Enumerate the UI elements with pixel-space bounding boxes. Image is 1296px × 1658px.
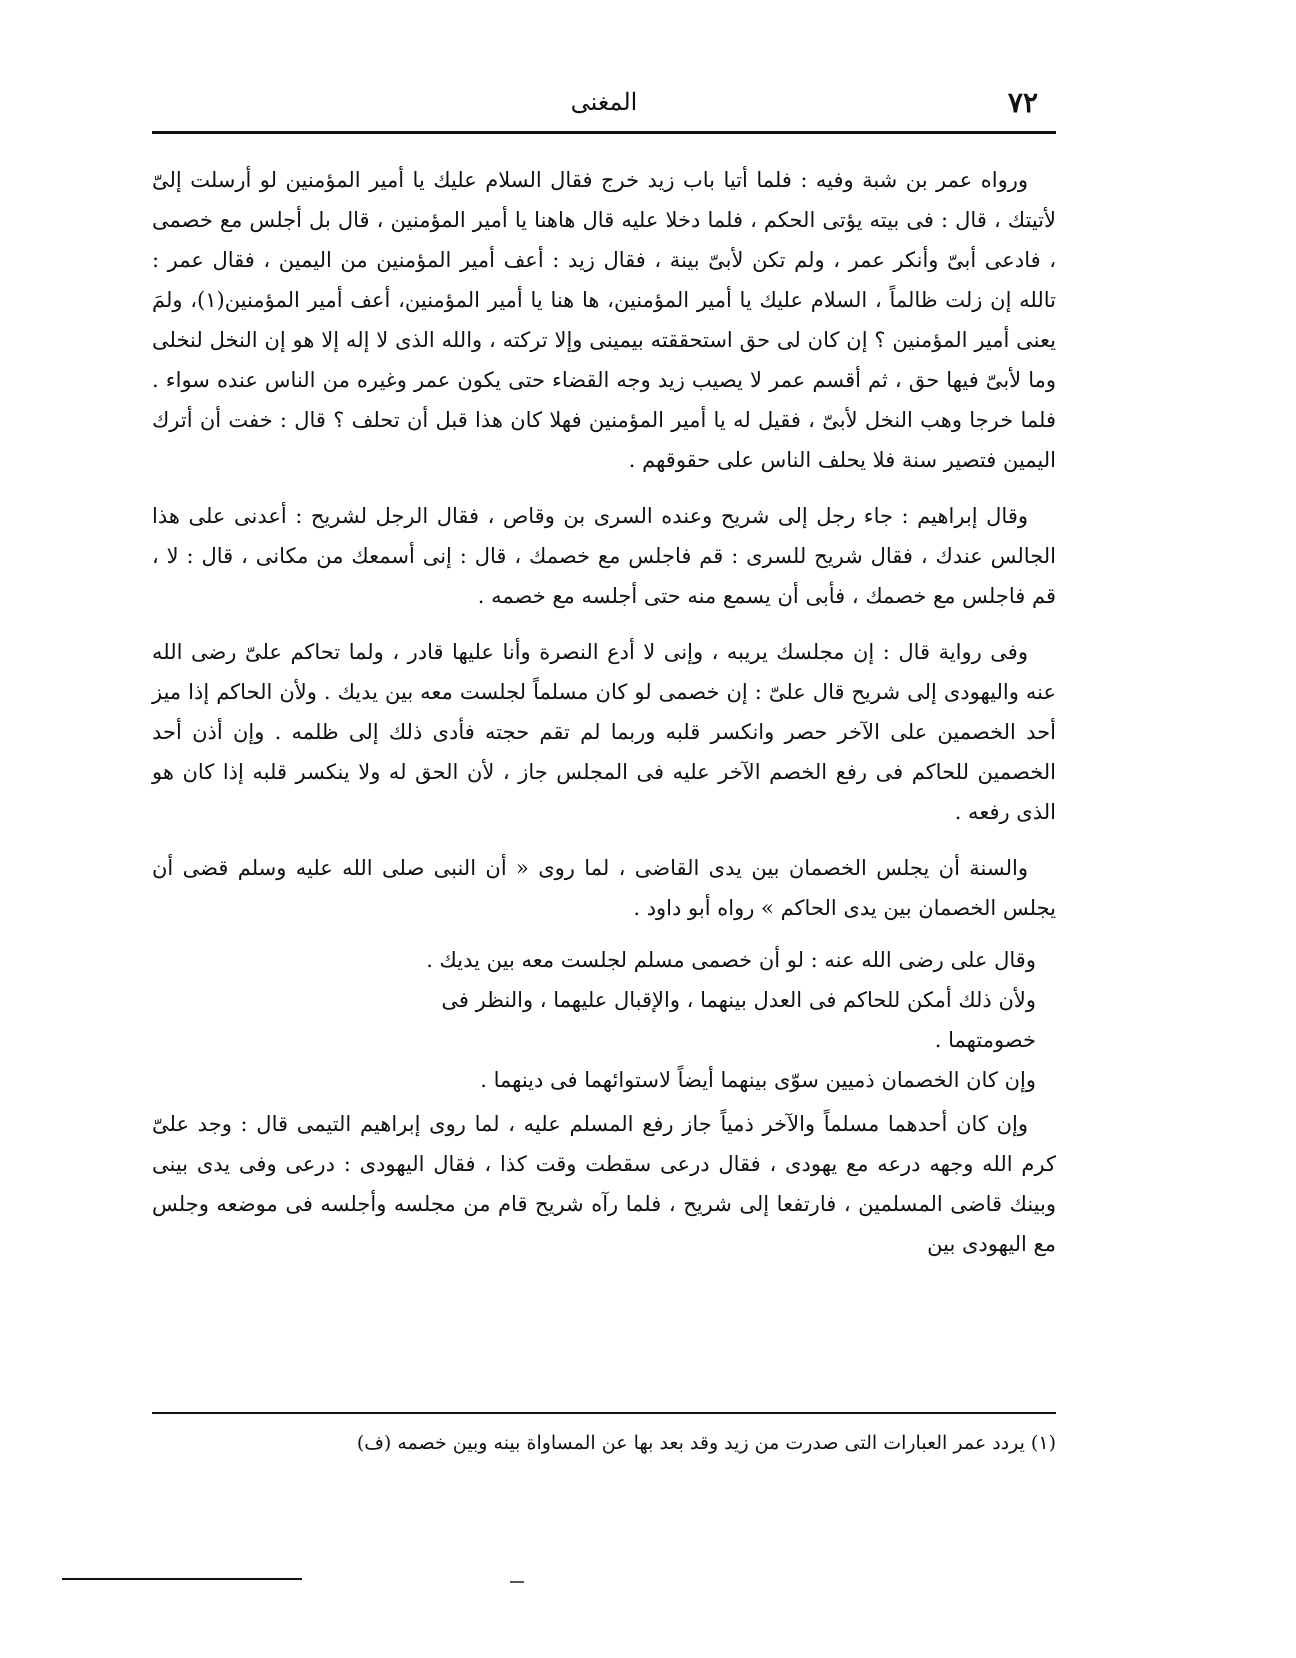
quote-line: ولأن ذلك أمكن للحاكم فى العدل بينهما ، والإقبال عليهما ، والنظر فى خصومتهما .	[441, 988, 1036, 1052]
paragraph: وفى رواية قال : إن مجلسك يريبه ، وإنى لا أدع النصرة وأنا عليها قادر ، ولما تحاكم علىّ رضى الله عنه واليهودى إلى شريح قال علىّ : إن خصمى لو كان مسلماً لجلست معه بين يديك . ولأن الحاكم إذا ميز أحد الخصمين على الآخر حصر وانكسر قلبه وربما لم تقم حجته فأدى ذلك إلى ظلمه . وإن أذن أحد الخصمين للحاكم فى رفع الخصم الآخر عليه فى المجلس جاز ، لأن الحق له ولا ينكسر قلبه إذا كان هو الذى رفعه .	[152, 640, 1056, 824]
page-number: ٧٢	[1007, 86, 1038, 119]
footnote-rule	[152, 1412, 1056, 1414]
paragraph: والسنة أن يجلس الخصمان بين يدى القاضى ، لما روى « أن النبى صلى الله عليه وسلم قضى أن يجلس الخصمان بين يدى الحاكم » رواه أبو داود .	[152, 856, 1056, 920]
running-title: المغنى	[570, 88, 638, 116]
paragraph: وإن كان أحدهما مسلماً والآخر ذمياً جاز رفع المسلم عليه ، لما روى إبراهيم التيمى قال : وجد علىّ كرم الله وجهه درعه مع يهودى ، فقال درعى سقطت وقت كذا ، فقال اليهودى : درعى وفى يدى بينى وبينك قاضى المسلمين ، فارتفعا إلى شريح ، فلما رآه شريح قام من مجلسه وأجلسه فى موضعه وجلس مع اليهودى بين	[152, 1112, 1056, 1256]
footnote: (١) يردد عمر العبارات التى صدرت من زيد وقد بعد بها عن المساواة بينه وبين خصمه (ف)	[356, 1432, 1056, 1454]
main-text	[152, 160, 1056, 1280]
bottom-mark	[510, 1581, 524, 1583]
paragraph: وقال إبراهيم : جاء رجل إلى شريح وعنده السرى بن وقاص ، فقال الرجل لشريح : أعدنى على هذا الجالس عندك ، فقال شريح للسرى : قم فاجلس مع خصمك ، قال : إنى أسمعك من مكانى ، قال : لا ، قم فاجلس مع خصمك ، فأبى أن يسمع منه حتى أجلسه مع خصمه .	[152, 504, 1056, 608]
bottom-rule	[62, 1578, 302, 1580]
page-header	[152, 78, 1056, 128]
quote-line: وقال على رضى الله عنه : لو أن خصمى مسلم لجلست معه بين يديك .	[426, 948, 1036, 972]
header-rule	[152, 131, 1056, 134]
paragraph: ورواه عمر بن شبة وفيه : فلما أتيا باب زيد خرج فقال السلام عليك يا أمير المؤمنين لو أرسلت إلىّ لأتيتك ، قال : فى بيته يؤتى الحكم ، فلما دخلا عليه قال هاهنا يا أمير المؤمنين ، قال بل أجلس مع خصمى ، فادعى أبىّ وأنكر عمر ، ولم تكن لأبىّ بينة ، فقال زيد : أعف أمير المؤمنين من اليمين ، فقال عمر : تالله إن زلت ظالماً ، السلام عليك يا أمير المؤمنين، ها هنا يا أمير المؤمنين، أعف أمير المؤمنين(١)، ولمَ يعنى أمير المؤمنين ؟ إن كان لى حق استحققته بيمينى وإلا تركته ، والله الذى لا إله إلا هو إن النخل لنخلى وما لأبىّ فيها حق ، ثم أقسم عمر لا يصيب زيد وجه القضاء حتى يكون عمر وغيره من الناس عنده سواء . فلما خرجا وهب النخل لأبىّ ، فقيل له يا أمير المؤمنين فهلا كان هذا قبل أن تحلف ؟ قال : خفت أن أترك اليمين فتصير سنة فلا يحلف الناس على حقوقهم .	[152, 168, 1056, 472]
quote-line: وإن كان الخصمان ذميين سوّى بينهما أيضاً لاستوائهما فى دينهما .	[480, 1068, 1036, 1092]
